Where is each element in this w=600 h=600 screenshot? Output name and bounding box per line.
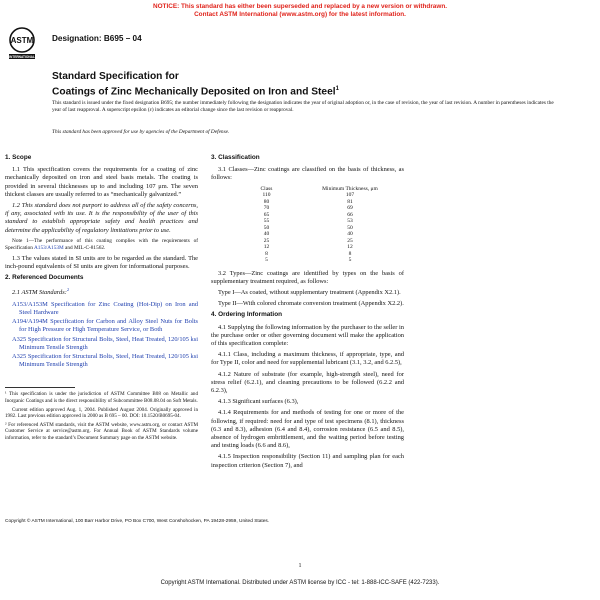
class-cell: 40 <box>263 231 270 238</box>
para-3-2-type-1: Type I—As coated, without supplementary treatment (Appendix X2.1). <box>218 289 401 297</box>
para-2-1 <box>5 286 198 297</box>
para-4-1-3: 4.1.3 Significant surfaces (6.3), <box>218 398 299 406</box>
para-3-1: 3.1 Classes—Zinc coatings are classified on the basis of thickness, as follows: <box>211 166 404 182</box>
class-cell: 8 <box>265 250 268 257</box>
table-body <box>237 192 404 264</box>
footnote-1-history: Current edition approved Aug. 1, 2004. Published August 2004. Originally approved in 1982. Last previous edition approved in 2000 as B 695 – 00. DOI: 10.1520/B0695-04. <box>5 406 198 420</box>
thickness-cell: 40 <box>347 231 353 238</box>
astm-logo <box>7 26 37 62</box>
para-2-1-text: 2.1 ASTM Standards: <box>12 289 67 297</box>
footnote-1: ¹ This specification is under the jurisdiction of ASTM Committee B08 on Metallic and Inorganic Coatings and is the direct responsibility of Subcommittee B08.08.04 on Soft Metals. <box>5 391 198 404</box>
copyright-line: Copyright © ASTM International, 100 Barr Harbor Drive, PO Box C700, West Conshohocken, PA 19428-2959, United States. <box>5 519 270 524</box>
thickness-cell: 12 <box>347 244 353 251</box>
section-classification-heading: 3. Classification <box>211 154 260 161</box>
para-4-1-5: 4.1.5 Inspection responsibility (Section 11) and sampling plan for each inspection criterion (Section 7), and <box>211 453 404 469</box>
para-4-1-1: 4.1.1 Class, including a maximum thickness, if appropriate, type, and for Type II, color and need for supplemental lubricant (3.1, 3.2, and 6.2.5), <box>211 351 404 367</box>
table-header-thickness: Minimum Thickness, μm <box>322 185 378 192</box>
para-3-2-type-2: Type II—With colored chromate conversion treatment (Appendix X2.2). <box>218 300 404 308</box>
reference-item[interactable]: A194/A194M Specification for Carbon and Alloy Steel Nuts for Bolts for High Pressure or High Temperature Service, or Both <box>12 318 198 334</box>
right-column <box>211 151 404 473</box>
para-1-3: 1.3 The values stated in SI units are to be regarded as the standard. The inch-pound equivalents of SI units are given for informational purposes. <box>5 254 198 271</box>
thickness-cell: 107 <box>345 192 355 199</box>
reference-item[interactable]: A325 Specification for Structural Bolts, Steel, Heat Treated, 120/105 ksi Minimum Tensile Strength <box>12 335 198 351</box>
para-3-2: 3.2 Types—Zinc coatings are identified by types on the basis of supplementary treatment required, as follows: <box>211 269 404 285</box>
designation: Designation: B695 – 04 <box>52 34 142 43</box>
section-scope-heading: 1. Scope <box>5 154 32 161</box>
thickness-cell: 25 <box>347 237 353 244</box>
class-cell: 50 <box>263 224 270 231</box>
footnote-rule <box>5 387 75 388</box>
thickness-cell: 69 <box>347 205 353 212</box>
title-line-2: Coatings of Zinc Mechanically Deposited on Iron and Steel <box>52 86 336 98</box>
thickness-cell: 81 <box>347 198 353 205</box>
svg-text:ASTM: ASTM <box>10 36 34 45</box>
class-cell: 25 <box>263 237 270 244</box>
section-ordering-heading: 4. Ordering Information <box>211 311 283 319</box>
para-2-1-footnote[interactable]: 2 <box>66 287 70 293</box>
left-column <box>5 151 198 444</box>
table-header-class: Class <box>260 185 273 192</box>
para-4-1-2: 4.1.2 Nature of substrate (for example, high-strength steel), need for stress relief (6.2.1), and cleaning precautions to be followed (6.2.2 and 6.2.3), <box>211 370 404 395</box>
reference-item[interactable]: A325 Specification for Structural Bolts, Steel, Heat Treated, 120/105 ksi Minimum Tensile Strength <box>12 352 198 369</box>
note-1 <box>5 238 198 252</box>
para-1-1: 1.1 This specification covers the requirements for a coating of zinc mechanically deposited on iron and steel basis metals. The coating is provided in several thicknesses up to and including 107 μm. The seven thickest classes are usually referred to as “mechanically galvanized.” <box>5 166 198 198</box>
license-line: Copyright ASTM International. Distributed under ASTM license by ICC - tel: 1-888-ICC-SAFE (422-7233). <box>160 580 440 586</box>
table-row <box>237 257 404 264</box>
note-1-text-b: and MIL-C-81562. <box>63 244 106 251</box>
notice-line-1: NOTICE: This standard has either been superseded and replaced by a new version or withdrawn. <box>152 3 448 10</box>
class-cell: 12 <box>263 244 270 251</box>
title-line-1: Standard Specification for <box>52 71 179 82</box>
para-4-1: 4.1 Supplying the following information by the purchaser to the seller in the purchase order or other governing document will make the application of this specification complete: <box>211 323 404 348</box>
section-referenced-docs-heading: 2. Referenced Documents <box>5 274 84 282</box>
thickness-cell: 50 <box>347 224 353 231</box>
class-cell: 5 <box>265 257 268 264</box>
page-number: 1 <box>298 563 302 569</box>
class-cell: 70 <box>263 205 270 212</box>
para-4-1-4: 4.1.4 Requirements for and methods of testing for one or more of the following, if required: need for and type of test specimens (8.1), thickness (6.3 and 8.3), adhesion (6.4 and 8.4), corrosion resistance (6.5 and 8.5), absence of hydrogen embrittlement, and the waiting period before testing and testing loads (6.6 and 8.6), <box>211 409 404 450</box>
note-1-ref-link[interactable]: A153/A153M <box>33 244 64 251</box>
reference-list <box>5 301 198 370</box>
class-cell: 110 <box>262 192 271 199</box>
thickness-cell: 8 <box>348 250 352 257</box>
issuance-note: This standard is issued under the fixed designation B695; the number immediately following the designation indicates the year of original adoption or, in the case of revision, the year of last revision. A number in parentheses indicates the year of last reapproval. A superscript epsilon (ε) indicates an editorial change since the last revision or reapproval. <box>52 100 554 113</box>
notice-line-2: Contact ASTM International (www.astm.org) for the latest information. <box>194 11 406 18</box>
class-cell: 80 <box>263 198 270 205</box>
thickness-cell: 5 <box>348 257 352 264</box>
dod-approval-note: This standard has been approved for use by agencies of the Department of Defense. <box>52 129 230 135</box>
class-cell: 55 <box>263 218 270 225</box>
class-thickness-table <box>237 186 404 264</box>
supersede-notice <box>0 3 600 19</box>
note-1-text-a: Note 1—The performance of this coating complies with the requirements of Specification <box>5 237 198 251</box>
thickness-cell: 53 <box>347 218 353 225</box>
document-title <box>52 71 339 98</box>
reference-item[interactable]: A153/A153M Specification for Zinc Coating (Hot-Dip) on Iron and Steel Hardware <box>12 300 198 316</box>
thickness-cell: 66 <box>347 211 353 218</box>
class-cell: 65 <box>263 211 270 218</box>
logo-text: INTERNATIONAL <box>9 55 35 59</box>
title-footnote-marker: 1 <box>335 86 339 92</box>
footnote-2: ² For referenced ASTM standards, visit the ASTM website, www.astm.org, or contact ASTM Customer Service at service@astm.org. For Annual Book of ASTM Standards volume information, refer to the standard’s Document Summary page on the ASTM website. <box>5 421 198 441</box>
para-1-2: 1.2 This standard does not purport to address all of the safety concerns, if any, associated with its use. It is the responsibility of the user of this standard to establish appropriate safety and health practices and determine the applicability of regulatory limitations prior to use. <box>5 202 198 234</box>
